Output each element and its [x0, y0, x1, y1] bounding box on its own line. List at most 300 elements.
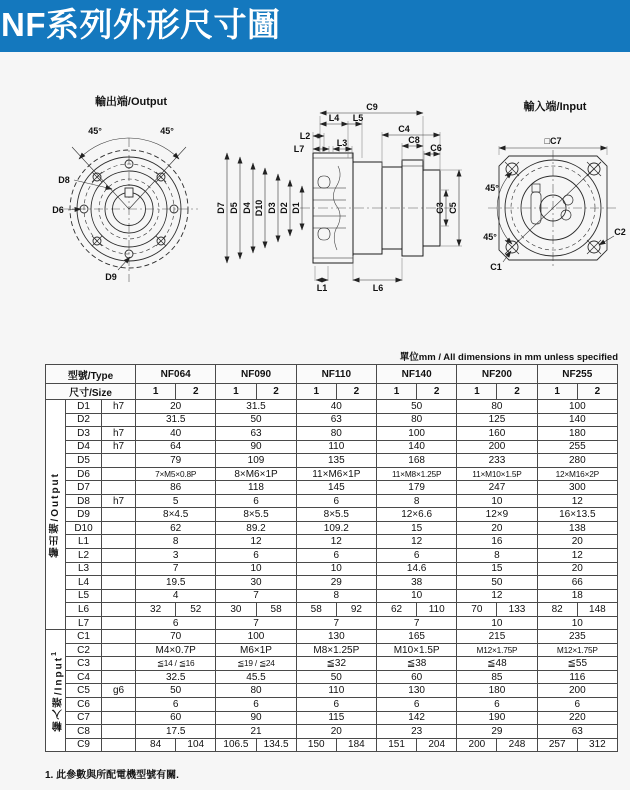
value-cell: 106.5: [216, 738, 256, 752]
value-cell: M8×1.25P: [296, 643, 376, 657]
value-cell: 40: [136, 427, 216, 441]
value-cell: 63: [296, 413, 376, 427]
tolerance-cell: h7: [102, 440, 136, 454]
size-sub-header: 2: [497, 384, 537, 400]
value-cell: 110: [417, 603, 457, 617]
value-cell: 60: [376, 670, 456, 684]
table-row-d5: [46, 454, 618, 468]
tolerance-cell: [102, 616, 136, 630]
value-cell: 109.2: [296, 521, 376, 535]
tolerance-cell: h7: [102, 400, 136, 414]
c2-label: C2: [614, 227, 626, 237]
value-cell: 6: [216, 549, 296, 563]
dim-name-cell: C1: [66, 630, 102, 644]
table-row-c3: [46, 657, 618, 671]
dim-name-cell: D8: [66, 494, 102, 508]
value-cell: 12×M16×2P: [537, 467, 617, 481]
value-cell: 7×M5×0.8P: [136, 467, 216, 481]
table-row-c9: [46, 738, 618, 752]
page-title: NF系列外形尺寸圖: [1, 6, 281, 43]
header-bar: [0, 0, 630, 52]
d3-label: D3: [267, 202, 277, 214]
value-cell: 7: [296, 616, 376, 630]
input-group-label: 輸入端/Input$^1$: [51, 650, 65, 732]
value-cell: 135: [296, 454, 376, 468]
value-cell: 7: [136, 562, 216, 576]
d5-label: D5: [229, 202, 239, 214]
value-cell: 5: [136, 494, 216, 508]
input-flange-diagram: [483, 99, 626, 272]
model-header-nf255: NF255: [537, 365, 617, 384]
value-cell: 40: [296, 400, 376, 414]
tolerance-cell: [102, 521, 136, 535]
value-cell: 20: [296, 725, 376, 739]
size-sub-header: 2: [577, 384, 617, 400]
value-cell: 100: [376, 427, 456, 441]
dim-name-cell: C3: [66, 657, 102, 671]
value-cell: 110: [296, 440, 376, 454]
dim-name-cell: D7: [66, 481, 102, 495]
c9-label: C9: [366, 102, 378, 112]
value-cell: 179: [376, 481, 456, 495]
size-sub-header: 2: [256, 384, 296, 400]
value-cell: 3: [136, 549, 216, 563]
input-diagram-title: 輸入端/Input: [523, 101, 587, 113]
tolerance-cell: [102, 481, 136, 495]
dim-name-cell: C6: [66, 698, 102, 712]
dim-name-cell: L1: [66, 535, 102, 549]
value-cell: 140: [376, 440, 456, 454]
l5-label: L5: [352, 113, 364, 123]
input-angle-bottom-label: 45°: [483, 232, 497, 242]
table-row-c1: [46, 630, 618, 644]
value-cell: 62: [136, 521, 216, 535]
value-cell: 130: [296, 630, 376, 644]
value-cell: 79: [136, 454, 216, 468]
d7-label: D7: [216, 202, 226, 214]
model-header-row: [46, 365, 618, 384]
value-cell: 11×M8×1.25P: [376, 467, 456, 481]
dim-name-cell: C5: [66, 684, 102, 698]
value-cell: 90: [216, 711, 296, 725]
value-cell: 200: [457, 440, 537, 454]
value-cell: ≦32: [296, 657, 376, 671]
value-cell: 31.5: [136, 413, 216, 427]
value-cell: 300: [537, 481, 617, 495]
value-cell: 116: [537, 670, 617, 684]
value-cell: M12×1.75P: [537, 643, 617, 657]
value-cell: 66: [537, 576, 617, 590]
value-cell: 6: [376, 698, 456, 712]
value-cell: 151: [376, 738, 416, 752]
dim-name-cell: L4: [66, 576, 102, 590]
value-cell: 7: [216, 589, 296, 603]
size-sub-header: 2: [176, 384, 216, 400]
d2-label: D2: [279, 202, 289, 214]
value-cell: 233: [457, 454, 537, 468]
table-row-l2: [46, 549, 618, 563]
d8-label: D8: [58, 175, 70, 185]
value-cell: 12: [537, 494, 617, 508]
l4-label: L4: [328, 113, 340, 123]
value-cell: 12: [376, 535, 456, 549]
table-row-c2: [46, 643, 618, 657]
value-cell: 6: [136, 698, 216, 712]
table-row-c4: [46, 670, 618, 684]
value-cell: 62: [376, 603, 416, 617]
value-cell: 32: [136, 603, 176, 617]
size-sub-header: 1: [216, 384, 256, 400]
value-cell: 125: [457, 413, 537, 427]
value-cell: 12×9: [457, 508, 537, 522]
value-cell: 12: [537, 549, 617, 563]
value-cell: 20: [457, 521, 537, 535]
footnote: 1. 此參數與所配電機型號有關.: [45, 770, 179, 781]
tolerance-cell: g6: [102, 684, 136, 698]
value-cell: 255: [537, 440, 617, 454]
table-header: [46, 365, 618, 400]
tolerance-cell: [102, 657, 136, 671]
model-header-nf064: NF064: [136, 365, 216, 384]
tolerance-cell: [102, 535, 136, 549]
value-cell: 138: [537, 521, 617, 535]
value-cell: 145: [296, 481, 376, 495]
tolerance-cell: [102, 603, 136, 617]
dim-name-cell: C8: [66, 725, 102, 739]
value-cell: 50: [296, 670, 376, 684]
table-row-d1: [46, 400, 618, 414]
value-cell: 115: [296, 711, 376, 725]
dimension-table: [45, 364, 618, 752]
tolerance-cell: [102, 454, 136, 468]
dim-name-cell: L6: [66, 603, 102, 617]
value-cell: 29: [457, 725, 537, 739]
table-row-d6: [46, 467, 618, 481]
value-cell: 215: [457, 630, 537, 644]
output-diagram-title: 輸出端/Output: [94, 96, 168, 108]
value-cell: 133: [497, 603, 537, 617]
value-cell: 10: [296, 562, 376, 576]
value-cell: 257: [537, 738, 577, 752]
table-row-l3: [46, 562, 618, 576]
size-sub-header: 2: [417, 384, 457, 400]
l7-label: L7: [293, 144, 305, 154]
value-cell: 50: [216, 413, 296, 427]
value-cell: 19.5: [136, 576, 216, 590]
tolerance-cell: [102, 698, 136, 712]
c4-label: C4: [398, 124, 410, 134]
value-cell: 180: [537, 427, 617, 441]
table-body: [46, 400, 618, 752]
value-cell: 6: [296, 494, 376, 508]
input-group-footnote-ref: 1: [51, 650, 58, 657]
value-cell: 204: [417, 738, 457, 752]
table-row-d10: [46, 521, 618, 535]
model-header-nf110: NF110: [296, 365, 376, 384]
value-cell: 140: [537, 413, 617, 427]
value-cell: 200: [457, 738, 497, 752]
value-cell: 14.6: [376, 562, 456, 576]
value-cell: 12: [216, 535, 296, 549]
value-cell: 18: [537, 589, 617, 603]
d1-label: D1: [291, 202, 301, 214]
size-sub-header: 1: [296, 384, 336, 400]
value-cell: 6: [296, 549, 376, 563]
dim-name-cell: D1: [66, 400, 102, 414]
table-row-l7: [46, 616, 618, 630]
l2-label: L2: [299, 131, 311, 141]
value-cell: 20: [537, 535, 617, 549]
unit-note: 單位mm / All dimensions in mm unless specified: [399, 352, 618, 363]
value-cell: 8×5.5: [296, 508, 376, 522]
dim-name-cell: C7: [66, 711, 102, 725]
value-cell: 21: [216, 725, 296, 739]
model-header-nf200: NF200: [457, 365, 537, 384]
c3-label: C3: [435, 202, 445, 214]
value-cell: 8×M6×1P: [216, 467, 296, 481]
value-cell: 90: [216, 440, 296, 454]
value-cell: 200: [537, 684, 617, 698]
value-cell: ≦55: [537, 657, 617, 671]
value-cell: 220: [537, 711, 617, 725]
table-row-d3: [46, 427, 618, 441]
value-cell: 45.5: [216, 670, 296, 684]
value-cell: 235: [537, 630, 617, 644]
value-cell: 118: [216, 481, 296, 495]
value-cell: 92: [336, 603, 376, 617]
value-cell: 109: [216, 454, 296, 468]
output-flange-diagram: [52, 94, 198, 282]
value-cell: M12×1.75P: [457, 643, 537, 657]
table-row-d8: [46, 494, 618, 508]
value-cell: 89.2: [216, 521, 296, 535]
tolerance-cell: [102, 576, 136, 590]
tolerance-cell: [102, 630, 136, 644]
dim-name-cell: L2: [66, 549, 102, 563]
value-cell: 38: [376, 576, 456, 590]
value-cell: 110: [296, 684, 376, 698]
table-row-d2: [46, 413, 618, 427]
value-cell: 10: [537, 616, 617, 630]
value-cell: 10: [457, 494, 537, 508]
value-cell: 80: [376, 413, 456, 427]
tolerance-cell: h7: [102, 494, 136, 508]
output-group-label: 輸出端/Output: [49, 471, 61, 558]
value-cell: 70: [136, 630, 216, 644]
value-cell: 20: [136, 400, 216, 414]
d6-label: D6: [52, 205, 64, 215]
dim-name-cell: C4: [66, 670, 102, 684]
value-cell: 7: [216, 616, 296, 630]
table-row-c8: [46, 725, 618, 739]
value-cell: 31.5: [216, 400, 296, 414]
dim-name-cell: C9: [66, 738, 102, 752]
c8-label: C8: [408, 135, 420, 145]
value-cell: 11×M6×1P: [296, 467, 376, 481]
value-cell: 8×5.5: [216, 508, 296, 522]
value-cell: 50: [376, 400, 456, 414]
l3-label: L3: [336, 138, 348, 148]
value-cell: 6: [296, 698, 376, 712]
tolerance-cell: [102, 643, 136, 657]
value-cell: 50: [136, 684, 216, 698]
type-header: 型號/Type: [46, 365, 136, 384]
table-row-l6: [46, 603, 618, 617]
value-cell: 30: [216, 576, 296, 590]
output-angle-right-label: 45°: [160, 126, 174, 136]
value-cell: 142: [376, 711, 456, 725]
value-cell: 12: [296, 535, 376, 549]
tolerance-cell: [102, 562, 136, 576]
dim-name-cell: D4: [66, 440, 102, 454]
value-cell: 52: [176, 603, 216, 617]
value-cell: ≦48: [457, 657, 537, 671]
value-cell: 180: [457, 684, 537, 698]
size-sub-header: 1: [376, 384, 416, 400]
dim-name-cell: D10: [66, 521, 102, 535]
value-cell: 134.5: [256, 738, 296, 752]
c1-label: C1: [490, 262, 502, 272]
value-cell: 80: [457, 400, 537, 414]
value-cell: 70: [457, 603, 497, 617]
value-cell: 10: [376, 589, 456, 603]
value-cell: 10: [457, 616, 537, 630]
tolerance-cell: [102, 725, 136, 739]
table-row-l5: [46, 589, 618, 603]
value-cell: 30: [216, 603, 256, 617]
dimension-diagrams: [0, 88, 630, 316]
value-cell: M4×0.7P: [136, 643, 216, 657]
tolerance-cell: [102, 738, 136, 752]
table-row-l4: [46, 576, 618, 590]
value-cell: 104: [176, 738, 216, 752]
tolerance-cell: [102, 589, 136, 603]
value-cell: 6: [216, 698, 296, 712]
value-cell: 12: [457, 589, 537, 603]
model-header-nf090: NF090: [216, 365, 296, 384]
value-cell: 23: [376, 725, 456, 739]
value-cell: 100: [537, 400, 617, 414]
side-section-diagram: [216, 102, 462, 293]
value-cell: 11×M10×1.5P: [457, 467, 537, 481]
size-sub-header: 1: [136, 384, 176, 400]
c5-label: C5: [448, 202, 458, 214]
value-cell: 84: [136, 738, 176, 752]
l6-label: L6: [372, 283, 384, 293]
value-cell: 86: [136, 481, 216, 495]
output-group-cell: [46, 400, 66, 630]
value-cell: 16: [457, 535, 537, 549]
value-cell: 148: [577, 603, 617, 617]
value-cell: 17.5: [136, 725, 216, 739]
value-cell: 247: [457, 481, 537, 495]
size-sub-header: 2: [336, 384, 376, 400]
value-cell: 82: [537, 603, 577, 617]
dim-name-cell: D9: [66, 508, 102, 522]
value-cell: 8: [296, 589, 376, 603]
value-cell: 190: [457, 711, 537, 725]
size-sub-header: 1: [457, 384, 497, 400]
dim-name-cell: D6: [66, 467, 102, 481]
l1-label: L1: [316, 283, 328, 293]
dim-name-cell: D3: [66, 427, 102, 441]
value-cell: 29: [296, 576, 376, 590]
value-cell: 15: [376, 521, 456, 535]
value-cell: 150: [296, 738, 336, 752]
value-cell: 100: [216, 630, 296, 644]
value-cell: 85: [457, 670, 537, 684]
value-cell: 32.5: [136, 670, 216, 684]
dim-name-cell: L3: [66, 562, 102, 576]
input-angle-top-label: 45°: [485, 183, 499, 193]
value-cell: 58: [256, 603, 296, 617]
dim-name-cell: D2: [66, 413, 102, 427]
value-cell: 64: [136, 440, 216, 454]
value-cell: 165: [376, 630, 456, 644]
value-cell: 80: [216, 684, 296, 698]
tolerance-cell: [102, 670, 136, 684]
value-cell: 15: [457, 562, 537, 576]
value-cell: 130: [376, 684, 456, 698]
value-cell: 12×6.6: [376, 508, 456, 522]
table-row-d7: [46, 481, 618, 495]
dim-name-cell: C2: [66, 643, 102, 657]
value-cell: 6: [537, 698, 617, 712]
size-sub-header: 1: [537, 384, 577, 400]
c7-label: □C7: [544, 136, 562, 146]
dim-name-cell: L5: [66, 589, 102, 603]
value-cell: 7: [376, 616, 456, 630]
value-cell: 63: [216, 427, 296, 441]
value-cell: 16×13.5: [537, 508, 617, 522]
value-cell: 6: [216, 494, 296, 508]
d10-label: D10: [254, 199, 264, 217]
size-header-row: [46, 384, 618, 400]
value-cell: 6: [376, 549, 456, 563]
value-cell: 248: [497, 738, 537, 752]
value-cell: 8: [376, 494, 456, 508]
tolerance-cell: [102, 711, 136, 725]
model-header-nf140: NF140: [376, 365, 456, 384]
value-cell: 58: [296, 603, 336, 617]
value-cell: 280: [537, 454, 617, 468]
d4-label: D4: [242, 202, 252, 214]
table-row-c6: [46, 698, 618, 712]
value-cell: 8: [136, 535, 216, 549]
value-cell: 8×4.5: [136, 508, 216, 522]
table-row-d4: [46, 440, 618, 454]
dim-name-cell: D5: [66, 454, 102, 468]
value-cell: 10: [216, 562, 296, 576]
value-cell: ≦38: [376, 657, 456, 671]
table-row-l1: [46, 535, 618, 549]
value-cell: 80: [296, 427, 376, 441]
value-cell: 8: [457, 549, 537, 563]
tolerance-cell: h7: [102, 427, 136, 441]
value-cell: 4: [136, 589, 216, 603]
input-group-cell: [46, 630, 66, 752]
c6-label: C6: [430, 143, 442, 153]
value-cell: 312: [577, 738, 617, 752]
value-cell: 50: [457, 576, 537, 590]
value-cell: 184: [336, 738, 376, 752]
tolerance-cell: [102, 413, 136, 427]
tolerance-cell: [102, 467, 136, 481]
value-cell: 6: [457, 698, 537, 712]
value-cell: M10×1.5P: [376, 643, 456, 657]
size-header: 尺寸/Size: [46, 384, 136, 400]
d9-label: D9: [105, 272, 117, 282]
